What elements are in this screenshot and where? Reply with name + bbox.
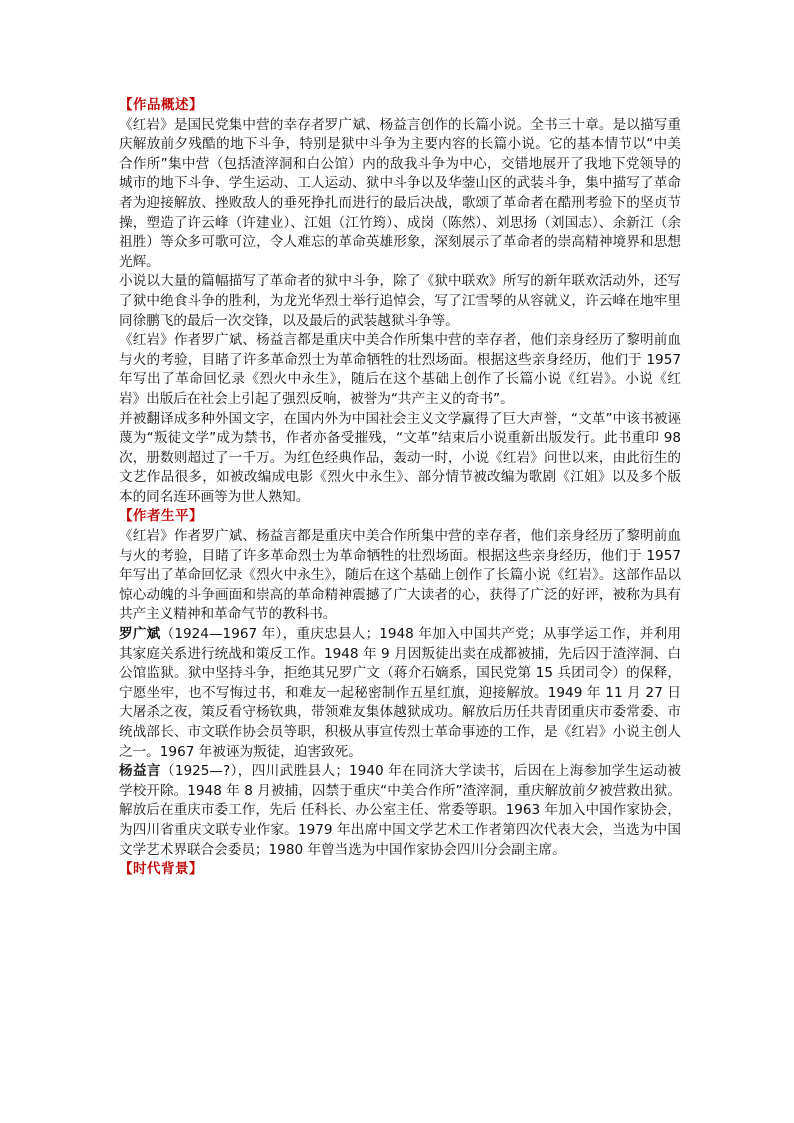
section-heading-background: 【时代背景】 (119, 861, 203, 878)
author-name-luo: 罗广斌 (119, 626, 161, 643)
author-bio-yang (119, 762, 681, 860)
section-heading-overview: 【作品概述】 (119, 97, 203, 113)
author-bio-luo-text: （1924—1967 年），重庆忠县人；1948 年加入中国共产党；从事学运工作，并利用其家庭关系进行统战和策反工作。1948 年 9 月因叛徒出卖在成都被捕，先后囚于渣滓洞、白公馆监狱。狱中坚持斗争，拒绝其兄罗广文（蒋介石嫡系，国民党第 15 兵团司令）的保释，宁愿坐牢，也不写悔过书，和难友一起秘密制作五星红旗，迎接解放。1949 年 11 月 27 日大屠杀之夜，策反看守杨钦典，带领难友集体越狱成功。解放后历任共青团重庆市委常委、市统战部长、市文联作协会员等职，积极从事宣传烈士革命事迹的工作，是《红岩》小说主创人之一。1967 年被诬为叛徒，迫害致死。 (119, 626, 682, 760)
overview-paragraph-2: 小说以大量的篇幅描写了革命者的狱中斗争，除了《狱中联欢》所写的新年联欢活动外，还写了狱中绝食斗争的胜利，为龙光华烈士举行追悼会，写了江雪琴的从容就义，许云峰在地牢里同徐鹏飞的最后一次交锋，以及最后的武装越狱斗争等。 (119, 273, 681, 329)
author-bio-luo (119, 625, 681, 762)
overview-paragraph-4: 并被翻译成多种外国文字，在国内外为中国社会主义文学赢得了巨大声誉，“文革”中该书被诬蔑为“叛徒文学”成为禁书，作者亦备受摧残，“文革”结束后小说重新出版发行。此书重印 98 次，册数则超过了一千万。为红色经典作品，轰动一时，小说《红岩》问世以来，由此衍生的文艺作品很多，如被改编成电影《烈火中永生》、部分情节被改编为歌剧《江姐》以及多个版本的同名连环画等为世人熟知。 (119, 410, 681, 505)
section-heading-author: 【作者生平】 (119, 508, 203, 525)
author-bio-yang-text: （1925—?），四川武胜县人；1940 年在同济大学读书，后因在上海参加学生运动被学校开除。1948 年 8 月被捕，囚禁于重庆“中美合作所”渣滓洞，重庆解放前夕被营救出狱。解放后在重庆市委工作，先后 任科长、办公室主任、常委等职。1963 年加入中国作家协会，为四川省重庆文联专业作家。1979 年出席中国文学艺术工作者第四次代表大会，当选为中国文学艺术界联合会委员；1980 年曾当选为中国作家协会四川分会副主席。 (119, 763, 681, 858)
author-name-yang: 杨益言 (119, 763, 161, 780)
overview-paragraph-3: 《红岩》作者罗广斌、杨益言都是重庆中美合作所集中营的幸存者，他们亲身经历了黎明前血与火的考验，目睹了许多革命烈士为革命牺牲的壮烈场面。根据这些亲身经历，他们于 1957 年写出了革命回忆录《烈火中永生》，随后在这个基础上创作了长篇小说《红岩》。小说《红岩》出版后在社会上引起了强烈反响，被誉为“共产主义的奇书”。 (119, 332, 681, 407)
document-body (119, 96, 681, 880)
overview-paragraph-1: 《红岩》是国民党集中营的幸存者罗广斌、杨益言创作的长篇小说。全书三十章。是以描写重庆解放前夕残酷的地下斗争，特别是狱中斗争为主要内容的长篇小说。它的基本情节以“中美合作所”集中营（包括渣滓洞和白公馆）内的敌我斗争为中心，交错地展开了我地下党领导的城市的地下斗争、学生运动、工人运动、狱中斗争以及华蓥山区的武装斗争，集中描写了革命者为迎接解放、挫败敌人的垂死挣扎而进行的最后决战，歌颂了革命者在酷刑考验下的坚贞节操，塑造了许云峰（许建业）、江姐（江竹筠）、成岗（陈然）、刘思扬（刘国志）、余新江（余祖胜）等众多可歌可泣，令人难忘的革命英雄形象，深刻展示了革命者的崇高精神境界和思想光辉。 (119, 116, 681, 270)
author-paragraph-1: 《红岩》作者罗广斌、杨益言都是重庆中美合作所集中营的幸存者，他们亲身经历了黎明前血与火的考验，目睹了许多革命烈士为革命牺牲的壮烈场面。根据这些亲身经历，他们于 1957 年写出了革命回忆录《烈火中永生》，随后在这个基础上创作了长篇小说《红岩》。这部作品以惊心动魄的斗争画面和崇高的革命精神震撼了广大读者的心，获得了广泛的好评，被称为具有共产主义精神和革命气节的教科书。 (119, 528, 681, 623)
